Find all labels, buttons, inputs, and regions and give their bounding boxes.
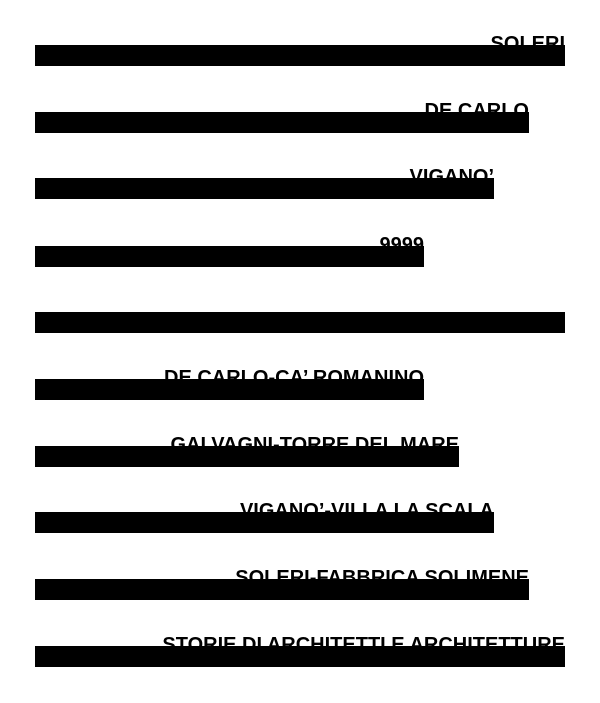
black-bar <box>35 45 565 66</box>
row-de-carlo <box>35 90 529 133</box>
row-label: SOLERI <box>490 33 565 55</box>
row-blank <box>35 290 565 333</box>
row-label: VIGANO’ <box>409 166 494 188</box>
row-label: DE CARLO <box>424 100 529 122</box>
row-soleri-fabbrica-solimene <box>35 558 529 600</box>
row-9999 <box>35 224 424 267</box>
black-bar <box>35 246 424 267</box>
row-label: DE CARLO-CA’ ROMANINO <box>164 367 424 389</box>
row-soleri <box>35 24 565 66</box>
row-label: VIGANO’-VILLA LA SCALA <box>239 500 494 522</box>
row-vigano <box>35 157 494 199</box>
row-label: GALVAGNI-TORRE DEL MARE <box>170 434 459 456</box>
row-label: STORIE DI ARCHITETTI E ARCHITETTURE <box>162 634 565 656</box>
black-bar <box>35 312 565 333</box>
row-storie-di-architetti <box>35 624 565 667</box>
row-vigano-villa-la-scala <box>35 491 494 533</box>
row-de-carlo-ca-romanino <box>35 357 424 400</box>
row-galvagni-torre-del-mare <box>35 424 459 467</box>
row-label: SOLERI-FABBRICA SOLIMENE <box>235 567 529 589</box>
row-label: 9999 <box>379 234 424 256</box>
